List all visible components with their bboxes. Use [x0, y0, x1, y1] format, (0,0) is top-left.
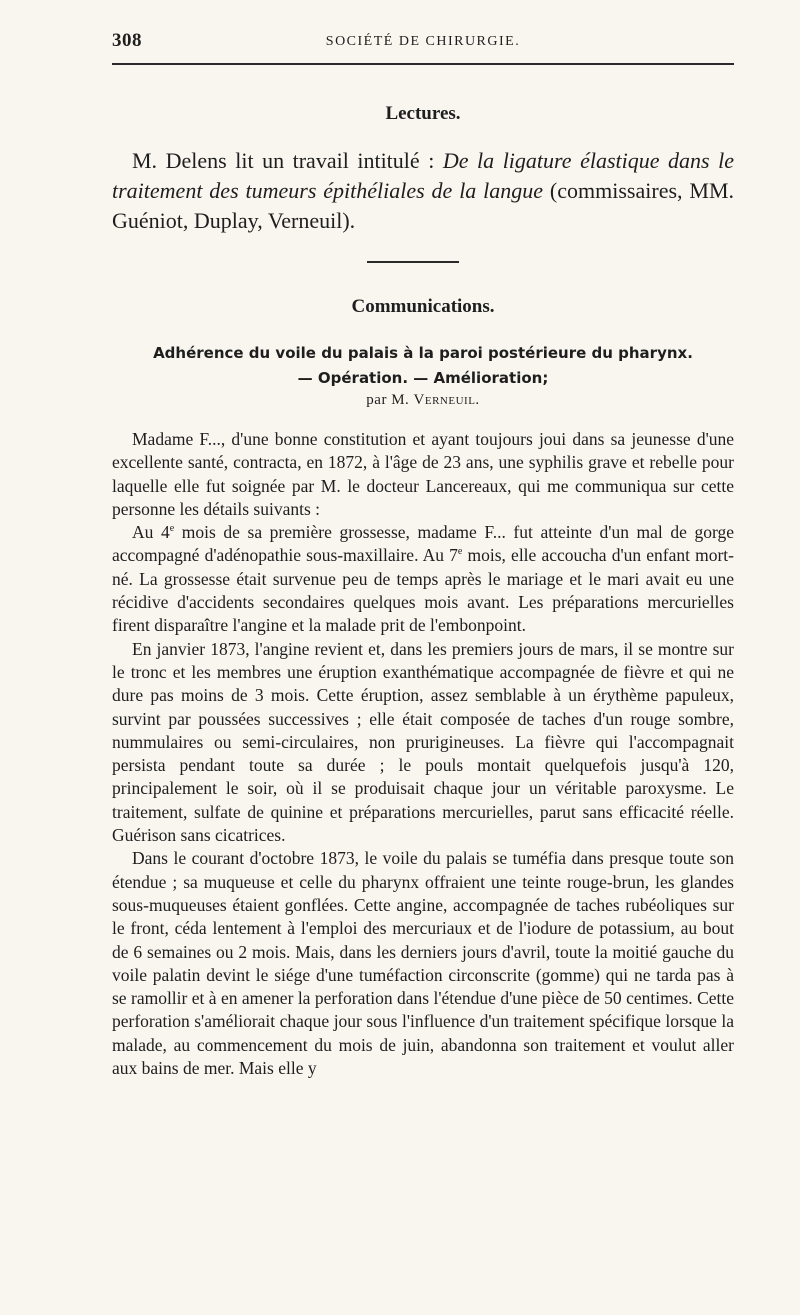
body-paragraph: En janvier 1873, l'angine revient et, dans les premiers jours de mars, il se montre sur le tronc et les membres une éruption exanthématique accompagnée de fièvre et qui ne dure pas moins de 3 mois. Cette éruption, assez semblable à un érythème papuleux, survint par poussées successives ; elle était composée de taches d'un rouge sombre, nummulaires ou semi-circulaires, non prurigineuses. La fièvre qui l'accompagnait persista pendant toute sa durée ; le pouls montait quelquefois jusqu'à 120, principalement le soir, où il se produisait chaque jour un véritable paroxysme. Le traitement, sulfate de quinine et préparations mercurielles, parut sans efficacité réelle. Guérison sans cicatrices. [112, 638, 734, 846]
body-text: mois, elle accoucha d'un enfant mort-né. La grossesse était survenue peu de temps après le mariage et le mari avait eu une récidive d'accidents secondaires quelques mois avant. Les préparations mercurielles firent disparaître l'angine et la malade prit de l'embonpoint. [112, 545, 734, 636]
body-text: mois de sa première grossesse, madame F... fut atteinte d'un mal de gorge accompagné d'adénopathie sous-maxillaire. Au 7 [112, 522, 735, 566]
header-rule [112, 63, 734, 65]
section-heading-communications: Communications. [351, 296, 495, 317]
byline-author: Verneuil. [413, 392, 480, 408]
running-head: SOCIÉTÉ DE CHIRURGIE. [325, 34, 521, 49]
ordinal-superscript: e [169, 523, 175, 535]
article-title [112, 341, 734, 391]
page-header [112, 30, 734, 54]
byline-prefix: par M. [366, 392, 414, 408]
article-body [112, 428, 734, 1080]
lecture-paragraph [112, 146, 734, 236]
body-text: Au 4 [132, 522, 170, 543]
body-paragraph: Dans le courant d'octobre 1873, le voile du palais se tuméfia dans presque toute son étendue ; sa muqueuse et celle du pharynx offraient une teinte rouge-brun, les glandes sous-muqueuses étaient gonflées. Cette angine, accompagnée de taches rubéoliques sur le front, céda lentement à l'emploi des mercuriaux et de l'iodure de potassium, au bout de 6 semaines ou 2 mois. Mais, dans les derniers jours d'avril, toute la moitié gauche du voile palatin devint le siége d'une tuméfaction circonscrite (gomme) qui ne tarda pas à se ramollir et à en amener la perforation dans l'étendue d'une pièce de 50 centimes. Cette perforation s'améliorait chaque jour sous l'influence d'un traitement spécifique lorsque la malade, au commencement du mois de juin, abandonna son traitement et voulut aller aux bains de mer. Mais elle y [112, 848, 734, 1079]
byline [112, 392, 734, 409]
article-title-line1: Adhérence du voile du palais à la paroi postérieure du pharynx. [153, 344, 693, 362]
ordinal-superscript: e [457, 546, 463, 558]
body-paragraph [112, 521, 734, 637]
lecture-work-title: De la ligature élastique dans le traitement des tumeurs épithéliales de la langue [112, 148, 734, 203]
body-paragraph: Madame F..., d'une bonne constitution et ayant toujours joui dans sa jeunesse d'une excellente santé, contracta, en 1872, à l'âge de 23 ans, une syphilis grave et rebelle pour laquelle elle fut soignée par M. le docteur Lancereaux, qui me communiqua sur cette personne les détails suivants : [112, 429, 734, 519]
lecture-text-start: M. Delens lit un travail intitulé : [132, 148, 443, 173]
article-title-line2: — Opération. — Amélioration; [297, 369, 549, 387]
section-heading-lectures: Lectures. [385, 103, 461, 124]
lecture-text-end: (commissaires, MM. Guéniot, Duplay, Verneuil). [112, 178, 735, 233]
page-number: 308 [112, 30, 142, 51]
section-divider [367, 261, 459, 263]
